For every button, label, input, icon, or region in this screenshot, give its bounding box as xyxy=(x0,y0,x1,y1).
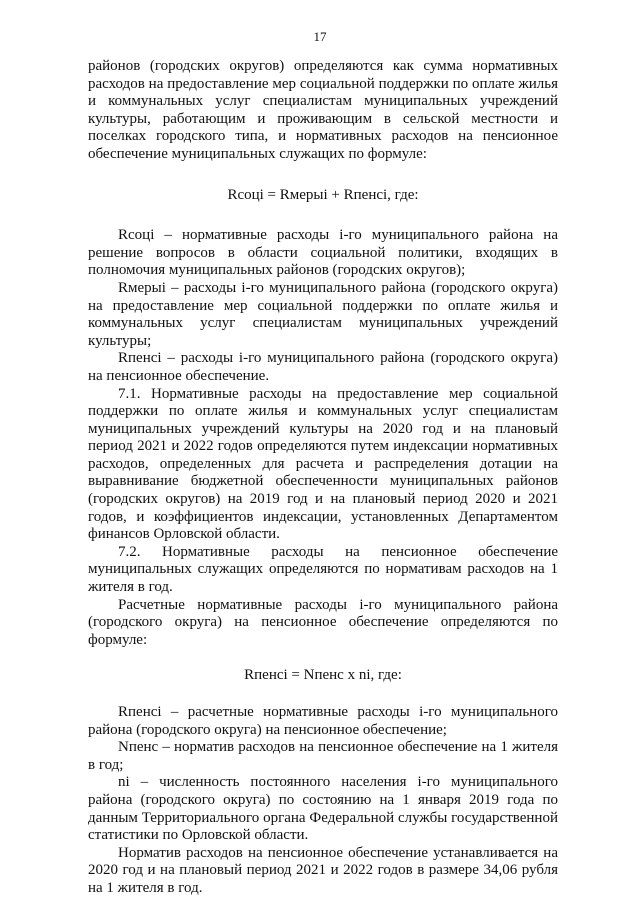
paragraph-def-rpens-calc: Rпенсi – расчетные нормативные расходы i-го муниципального района (городского округа) на пенсионное обеспечение; xyxy=(88,704,558,738)
paragraph-def-npens: Nпенс – норматив расходов на пенсионное обеспечение на 1 жителя в год; xyxy=(88,739,558,773)
formula-pension: Rпенсi = Nпенс x ni, где: xyxy=(244,667,402,684)
paragraph-7-2: 7.2. Нормативные расходы на пенсионное обеспечение муниципальных служащих определяются по нормативам расходов на 1 жителя в год. xyxy=(88,543,558,596)
document-body xyxy=(88,58,558,898)
paragraph-def-rpens: Rпенсi – расходы i-го муниципального района (городского округа) на пенсионное обеспечение. xyxy=(88,350,558,384)
page-number: 17 xyxy=(313,29,327,44)
paragraph-def-ni: ni – численность постоянного населения i-го муниципального района (городского округа) по состоянию на 1 января 2019 года по данным Территориального органа Федеральной службы государственной статистики по Орловской области. xyxy=(88,774,558,844)
paragraph-norm-amount: Норматив расходов на пенсионное обеспечение устанавливается на 2020 год и на плановый период 2021 и 2022 годов в размере 34,06 рубля на 1 жителя в год. xyxy=(88,844,558,896)
formula-social: Rсоцi = Rмерыi + Rпенсi, где: xyxy=(227,186,419,203)
paragraph-def-rsoc: Rсоцi – нормативные расходы i-го муниципального района на решение вопросов в области социальной политики, входящих в полномочия муниципальных районов (городских округов); xyxy=(88,227,558,279)
paragraph-calc-intro: Расчетные нормативные расходы i-го муниципального района (городского округа) на пенсионное обеспечение определяются по формуле: xyxy=(88,596,558,648)
paragraph-7-1: 7.1. Нормативные расходы на предоставление мер социальной поддержки по оплате жилья и коммунальных услуг специалистам муниципальных учреждений культуры на 2020 год и на плановый период 2021 и 2022 годов определяются путем индексации нормативных расходов, определенных для расчета и распределения дотации на выравнивание бюджетной обеспеченности муниципальных районов (городских округов) на 2019 год и на плановый период 2020 и 2021 годов, и коэффициентов индексации, установленных Департаментом финансов Орловской области. xyxy=(88,385,558,543)
paragraph-intro: районов (городских округов) определяются как сумма нормативных расходов на предоставление мер социальной поддержки по оплате жилья и коммунальных услуг специалистам муниципальных учреждений культуры, работающим и проживающим в сельской местности и поселках городского типа, и нормативных расходов на пенсионное обеспечение муниципальных служащих по формуле: xyxy=(88,58,558,162)
paragraph-def-rmery: Rмерыi – расходы i-го муниципального района (городского округа) на предоставление мер социальной поддержки по оплате жилья и коммунальных услуг специалистам муниципальных учреждений культуры; xyxy=(88,279,558,349)
